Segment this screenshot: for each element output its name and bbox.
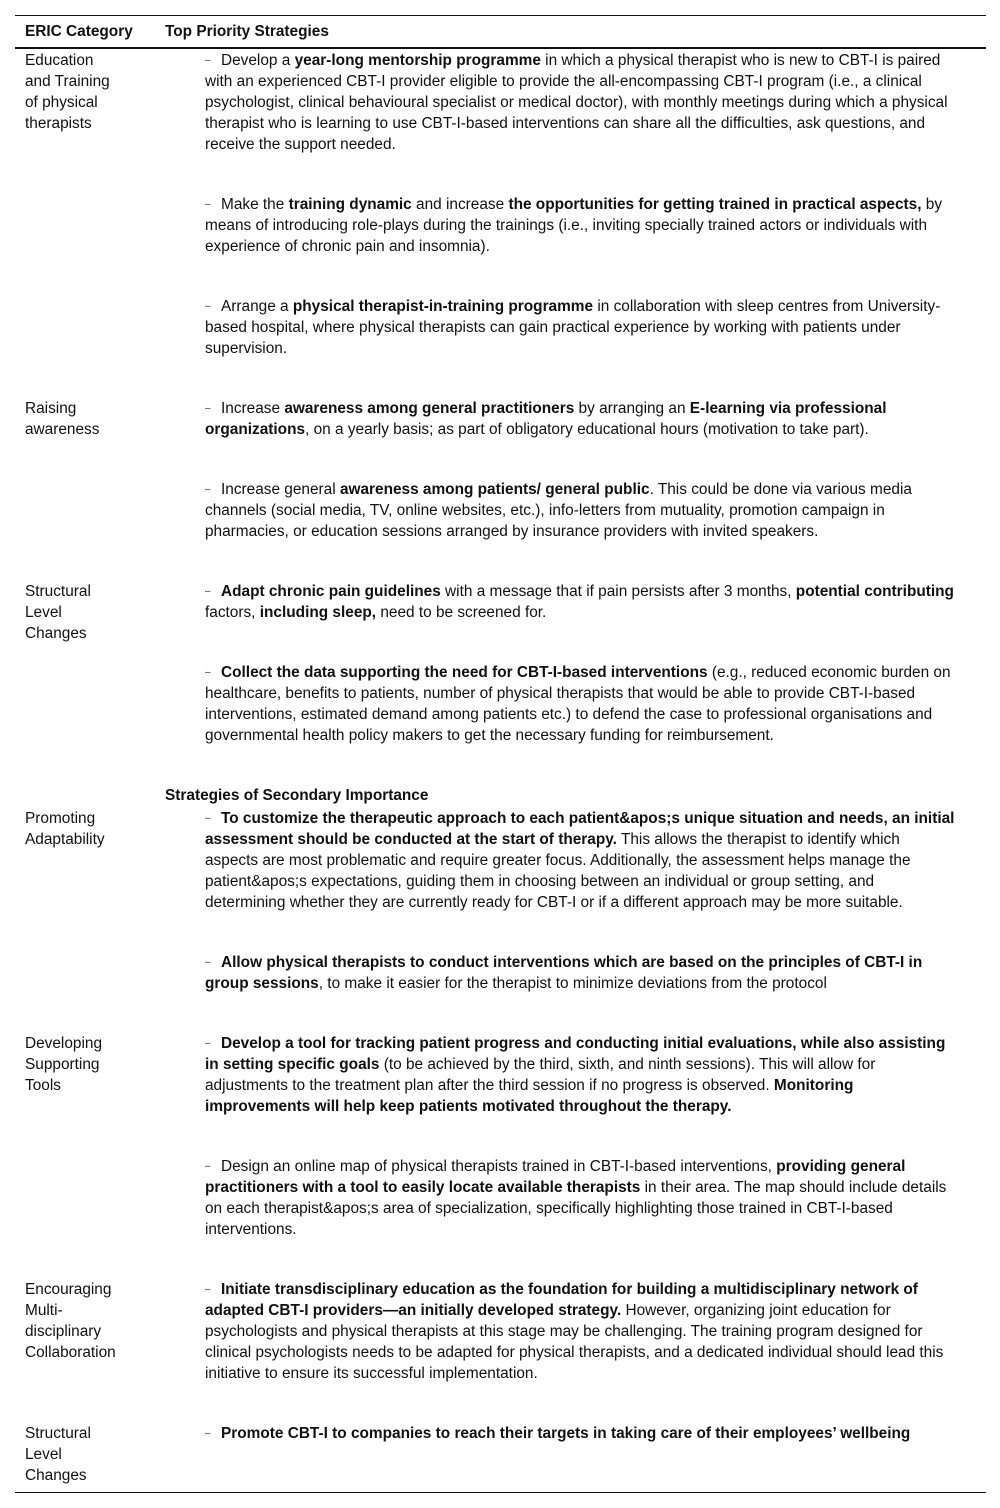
text-run: However, organizing joint education for psychologists and physical therapists at this stage may be challenging. The training program designed for clinical psychologists needs to be adapted for physical therapists, and a dedicated individual should lead this initiative to ensure its successful implementation. — [205, 1302, 944, 1382]
text-run: need to be screened for. — [376, 604, 547, 621]
strategy-item-public-awareness — [205, 479, 957, 542]
strategy-item-group-sessions — [205, 952, 957, 994]
bold-text-run: the opportunities for getting trained in practical aspects, — [508, 196, 922, 213]
category-line: Structural — [25, 583, 91, 600]
category-line: Adaptability — [25, 831, 105, 848]
bold-text-run: Allow physical therapists to conduct interventions which are based on the principles of CBT-I in group sessions — [205, 954, 923, 992]
category-line: awareness — [25, 421, 100, 438]
category-line: Changes — [25, 625, 87, 642]
category-line: Structural — [25, 1425, 91, 1442]
bold-text-run: providing general practitioners with a tool to easily locate available therapists — [205, 1158, 906, 1196]
text-run: in collaboration with sleep centres from University-based hospital, where physical therapists can gain practical experience by working with patients under supervision. — [205, 298, 941, 357]
table-top-rule — [15, 15, 986, 16]
strategy-item-tracking-tool — [205, 1033, 957, 1117]
bullet-dash: – — [205, 55, 211, 66]
bold-text-run: awareness among general practitioners — [284, 400, 575, 417]
bold-text-run: Initiate transdisciplinary education as the foundation for building a multidisciplinary network of adapted CBT-I providers—an initially developed strategy. — [205, 1281, 918, 1319]
bullet-dash: – — [205, 301, 211, 312]
bold-text-run: E-learning via professional organizations — [205, 400, 887, 438]
text-run: by arranging an — [574, 400, 690, 417]
bullet-dash: – — [205, 484, 211, 495]
text-run: Increase general — [221, 481, 340, 498]
strategy-item-initial-assessment — [205, 808, 957, 913]
category-promoting-adaptability — [25, 808, 155, 850]
bold-text-run: Collect the data supporting the need for CBT-I-based interventions — [221, 664, 708, 681]
text-run: Develop a — [221, 52, 295, 69]
text-run: , on a yearly basis; as part of obligatory educational hours (motivation to take part). — [305, 421, 869, 438]
category-structural-changes-secondary — [25, 1423, 155, 1486]
text-run: by means of introducing role-plays during the trainings (i.e., inviting specially trained actors or individuals with experience of chronic pain and insomnia). — [205, 196, 943, 255]
strategy-item-gp-awareness — [205, 398, 957, 440]
category-multidisciplinary-collaboration — [25, 1279, 155, 1363]
bullet-dash: – — [205, 199, 211, 210]
bullet-dash: – — [205, 586, 211, 597]
bullet-dash: – — [205, 403, 211, 414]
strategy-item-transdisciplinary-education — [205, 1279, 957, 1384]
bold-text-run: Develop a tool for tracking patient progress and conducting initial evaluations, while also assisting in setting specific goals — [205, 1035, 946, 1073]
text-run: Design an online map of physical therapists trained in CBT-I-based interventions, — [221, 1158, 777, 1175]
text-run: (to be achieved by the third, sixth, and ninth sessions). This will allow for adjustments to the treatment plan after the third session if no progress is observed. — [205, 1056, 876, 1094]
strategy-item-online-map — [205, 1156, 957, 1240]
text-run: This allows the therapist to identify which aspects are most problematic and require greater focus. Additionally, the assessment helps manage the patient&apos;s expectations, guiding them in choosing between an individual or group setting, and determining whether they are currently ready for CBT-I or if a different approach may be more suitable. — [205, 831, 911, 911]
category-line: therapists — [25, 115, 92, 132]
table-bottom-rule — [15, 1492, 986, 1493]
strategy-item-collect-data — [205, 662, 957, 746]
bold-text-run: year-long mentorship programme — [294, 52, 541, 69]
category-line: and Training — [25, 73, 110, 90]
strategy-item-promote-companies — [205, 1423, 957, 1444]
category-developing-tools — [25, 1033, 155, 1096]
strategy-item-mentorship — [205, 50, 957, 155]
text-run: in which a physical therapist who is new to CBT-I is paired with an experienced CBT-I provider eligible to provide the all-encompassing CBT-I program (i.e., a clinical psychologist, clinical behavioural specialist or medical doctor), with monthly meetings during which a physical therapist who is learning to use CBT-I-based interventions can share all the difficulties, ask questions, and receive the support needed. — [205, 52, 948, 153]
category-line: Multi- — [25, 1302, 63, 1319]
bold-text-run: Promote CBT-I to companies to reach their targets in taking care of their employees’ wellbeing — [221, 1425, 911, 1442]
strategy-item-training-dynamic — [205, 194, 957, 257]
category-line: Level — [25, 604, 62, 621]
category-line: of physical — [25, 94, 98, 111]
category-line: Supporting — [25, 1056, 100, 1073]
category-line: Tools — [25, 1077, 61, 1094]
section-secondary-importance: Strategies of Secondary Importance — [165, 787, 429, 804]
category-line: Education — [25, 52, 94, 69]
category-structural-changes — [25, 581, 155, 644]
header-eric-category: ERIC Category — [25, 23, 133, 40]
bold-text-run: physical therapist-in-training programme — [292, 298, 594, 315]
category-line: Changes — [25, 1467, 87, 1484]
category-line: disciplinary — [25, 1323, 102, 1340]
category-line: Collaboration — [25, 1344, 116, 1361]
category-education-training — [25, 50, 155, 134]
text-run: (e.g., reduced economic burden on healthcare, benefits to patients, number of physical therapists that would be able to provide CBT-I-based interventions, estimated demand among patients etc.) to defend the case to professional organisations and governmental health policy makers to get the necessary funding for reimbursement. — [205, 664, 951, 744]
text-run: , to make it easier for the therapist to minimize deviations from the protocol — [318, 975, 827, 992]
bullet-dash: – — [205, 1161, 211, 1172]
strategy-item-pt-in-training — [205, 296, 957, 359]
bold-text-run: including sleep, — [259, 604, 377, 621]
strategy-item-pain-guidelines — [205, 581, 957, 623]
bold-text-run: training dynamic — [288, 196, 412, 213]
header-rule — [15, 47, 986, 49]
bullet-dash: – — [205, 1038, 211, 1049]
text-run: factors, — [205, 604, 260, 621]
category-raising-awareness — [25, 398, 155, 440]
bullet-dash: – — [205, 667, 211, 678]
category-line: Encouraging — [25, 1281, 112, 1298]
text-run: Make the — [221, 196, 289, 213]
text-run: in their area. The map should include details on each therapist&apos;s area of specialization, specifically highlighting those trained in CBT-I-based interventions. — [205, 1179, 947, 1238]
category-line: Level — [25, 1446, 62, 1463]
category-line: Raising — [25, 400, 77, 417]
bold-text-run: Adapt chronic pain guidelines — [221, 583, 441, 600]
bold-text-run: Monitoring improvements will help keep patients motivated throughout the therapy. — [205, 1077, 854, 1115]
header-top-priority-strategies: Top Priority Strategies — [165, 23, 329, 40]
category-line: Developing — [25, 1035, 103, 1052]
bold-text-run: awareness among patients/ general public — [339, 481, 650, 498]
text-run: . This could be done via various media channels (social media, TV, online websites, etc.), info-letters from mutuality, promotion campaign in pharmacies, or education sessions arranged by insurance providers with invited speakers. — [205, 481, 912, 540]
bullet-dash: – — [205, 1284, 211, 1295]
category-line: Promoting — [25, 810, 96, 827]
bullet-dash: – — [205, 1428, 211, 1439]
text-run: Increase — [221, 400, 285, 417]
bold-text-run: potential contributing — [795, 583, 954, 600]
bold-text-run: To customize the therapeutic approach to each patient&apos;s unique situation and needs, an initial assessment should be conducted at the start of therapy. — [205, 810, 955, 848]
text-run: Arrange a — [221, 298, 293, 315]
bullet-dash: – — [205, 813, 211, 824]
text-run: with a message that if pain persists after 3 months, — [440, 583, 796, 600]
text-run: and increase — [411, 196, 509, 213]
bullet-dash: – — [205, 957, 211, 968]
